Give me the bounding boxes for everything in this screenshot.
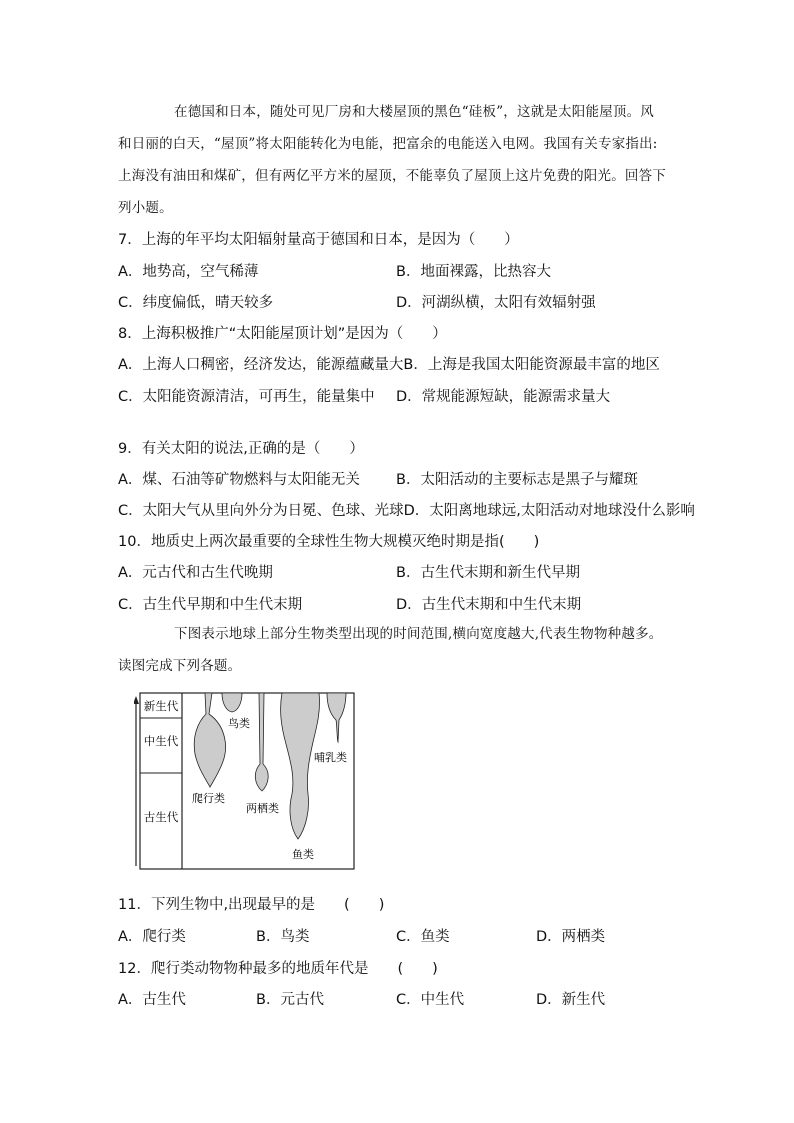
question-10: 10．地质史上两次最重要的全球性生物大规模灭绝时期是指( ) xyxy=(118,534,540,550)
question-9: 9．有关太阳的说法,正确的是（ ） xyxy=(118,441,364,457)
label-reptiles: 爬行类 xyxy=(192,792,225,805)
q12-option-a[interactable]: A．古生代 xyxy=(118,992,186,1008)
q10-option-c[interactable]: C．古生代早期和中生代末期 xyxy=(118,597,303,613)
passage-line: 下图表示地球上部分生物类型出现的时间范围,横向宽度越大,代表生物物种越多。 xyxy=(174,626,663,642)
passage-solar-roof xyxy=(118,96,678,224)
era-label-mesozoic: 中生代 xyxy=(143,734,179,748)
q11-option-c[interactable]: C．鱼类 xyxy=(396,929,450,945)
label-birds: 鸟类 xyxy=(228,717,250,730)
q8-option-c[interactable]: C．太阳能资源清洁，可再生，能量集中 xyxy=(118,389,375,405)
organism-range-diagram xyxy=(134,688,358,870)
q10-option-b[interactable]: B．古生代末期和新生代早期 xyxy=(396,565,580,581)
passage-line: 读图完成下列各题。 xyxy=(118,658,242,674)
mammals-shape xyxy=(327,693,346,742)
era-label-cenozoic: 新生代 xyxy=(143,699,179,713)
fish-shape xyxy=(281,693,320,839)
passage-fossil-figure xyxy=(118,618,678,682)
question-8: 8．上海积极推广“太阳能屋顶计划”是因为（ ） xyxy=(118,326,447,342)
q10-option-d[interactable]: D．古生代末期和中生代末期 xyxy=(396,597,582,613)
label-mammals: 哺乳类 xyxy=(314,751,347,764)
question-12: 12．爬行类动物物种最多的地质年代是 ( ) xyxy=(118,961,438,977)
birds-shape xyxy=(222,693,242,712)
q7-option-c[interactable]: C．纬度偏低，晴天较多 xyxy=(118,295,274,311)
q7-option-a[interactable]: A．地势高，空气稀薄 xyxy=(118,264,259,280)
question-7: 7．上海的年平均太阳辐射量高于德国和日本，是因为（ ） xyxy=(118,232,519,248)
passage-line: 和日丽的白天，“屋顶”将太阳能转化为电能，把富余的电能送入电网。我国有关专家指出: xyxy=(118,136,658,152)
q9-option-b[interactable]: B．太阳活动的主要标志是黑子与耀斑 xyxy=(396,472,638,488)
q10-option-a[interactable]: A．元古代和古生代晚期 xyxy=(118,565,273,581)
era-label-paleozoic: 古生代 xyxy=(143,810,179,824)
question-11: 11．下列生物中,出现最早的是 ( ) xyxy=(118,897,385,913)
q7-option-b[interactable]: B．地面裸露，比热容大 xyxy=(396,264,551,280)
q11-option-a[interactable]: A．爬行类 xyxy=(118,929,186,945)
time-axis-arrow-icon xyxy=(134,696,139,704)
passage-line: 列小题。 xyxy=(118,200,173,216)
q12-option-c[interactable]: C．中生代 xyxy=(396,992,465,1008)
amphibians-shape xyxy=(255,693,268,791)
q9-option-a[interactable]: A．煤、石油等矿物燃料与太阳能无关 xyxy=(118,472,360,488)
passage-line: 上海没有油田和煤矿，但有两亿平方米的屋顶，不能辜负了屋顶上这片免费的阳光。回答下 xyxy=(118,168,666,184)
q12-option-d[interactable]: D．新生代 xyxy=(536,992,606,1008)
q9-option-cd[interactable]: C．太阳大气从里向外分为日冕、色球、光球D．太阳离地球远,太阳活动对地球没什么影响 xyxy=(118,503,695,519)
label-fish: 鱼类 xyxy=(292,848,314,861)
passage-line: 在德国和日本，随处可见厂房和大楼屋顶的黑色“硅板”，这就是太阳能屋顶。风 xyxy=(174,104,655,120)
q8-option-ab[interactable]: A．上海人口稠密，经济发达，能源蕴藏量大B．上海是我国太阳能资源最丰富的地区 xyxy=(118,357,660,373)
q12-option-b[interactable]: B．元古代 xyxy=(256,992,324,1008)
q11-option-b[interactable]: B．鸟类 xyxy=(256,929,310,945)
label-amphibians: 两栖类 xyxy=(246,802,279,815)
q8-option-d[interactable]: D．常规能源短缺，能源需求量大 xyxy=(396,389,611,405)
reptiles-shape xyxy=(194,693,225,787)
q11-option-d[interactable]: D．两栖类 xyxy=(536,929,606,945)
q7-option-d[interactable]: D．河湖纵横，太阳有效辐射强 xyxy=(396,295,596,311)
